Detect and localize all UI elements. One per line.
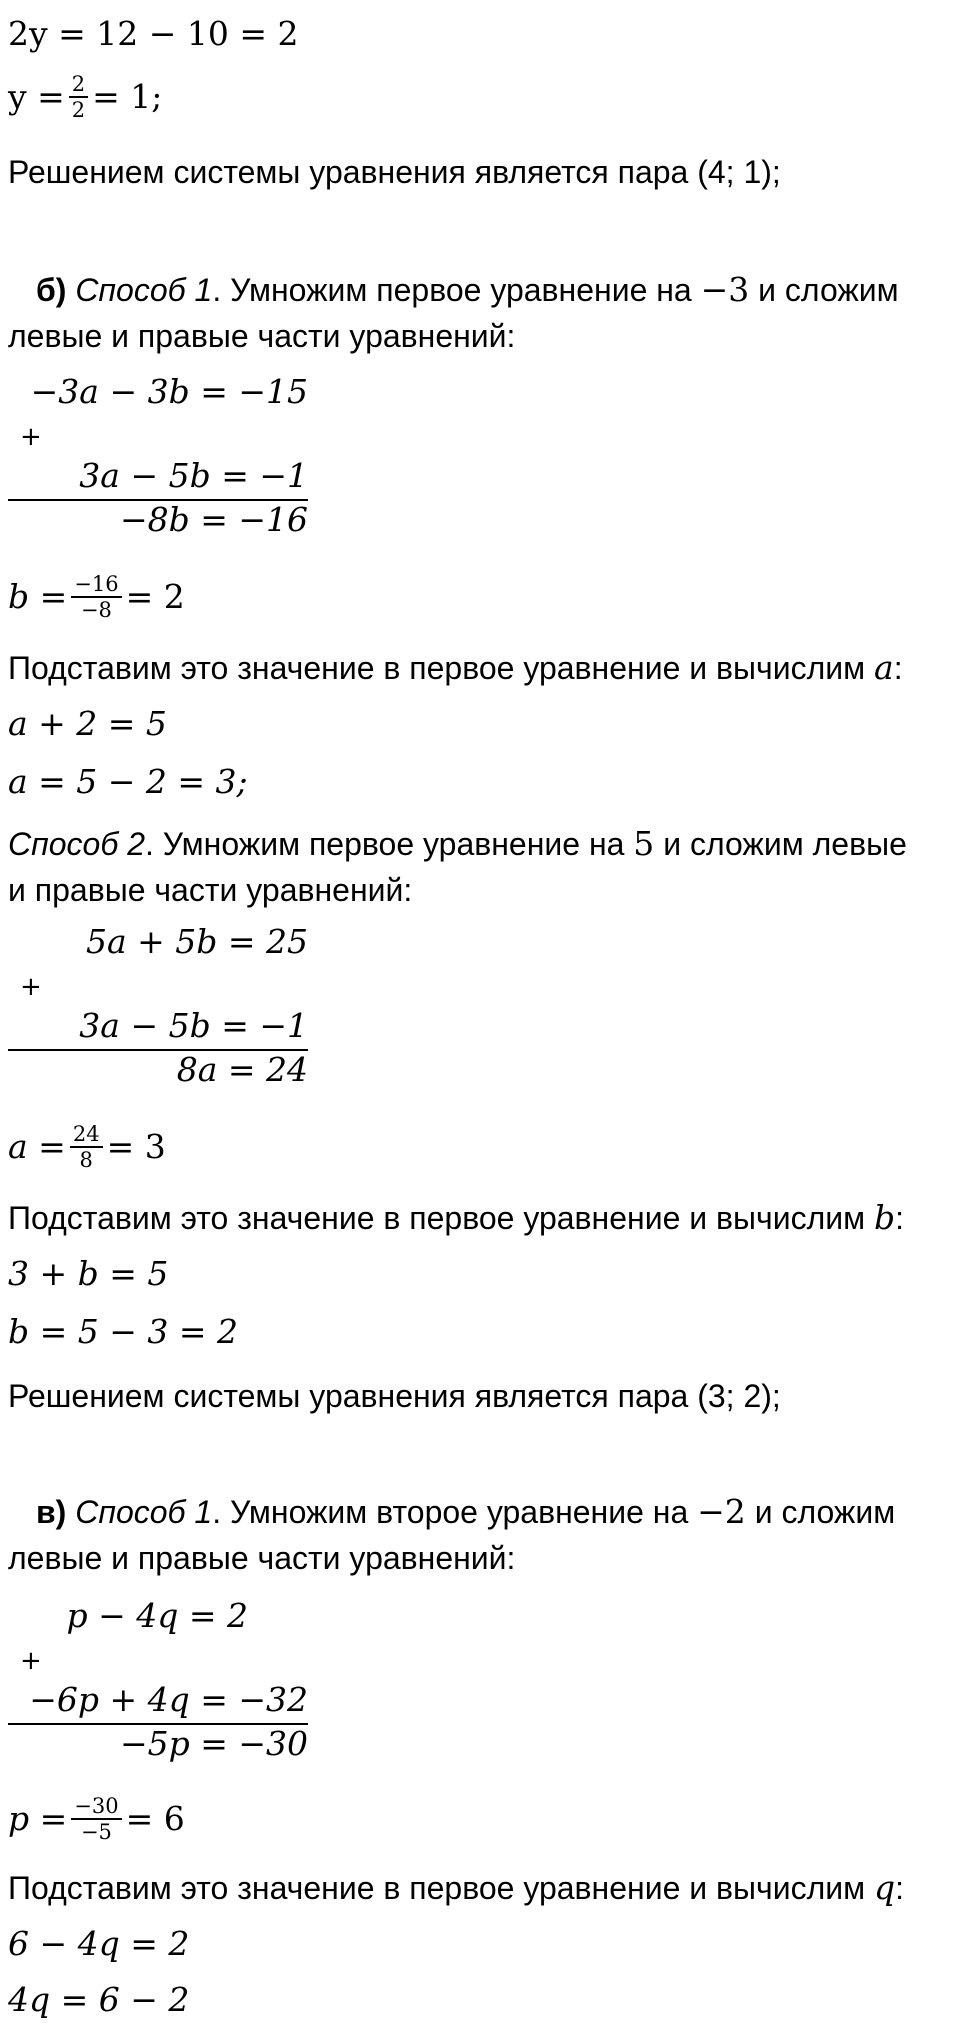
a-fraction-denominator: 8 (79, 1148, 93, 1172)
part-v-subst1-text: Подставим это значение в первое уравнение и вычислим (8, 1870, 866, 1906)
part-b-label: б) (36, 272, 67, 308)
equation-a-plus-2: a + 2 = 5 (8, 704, 167, 743)
part-v-system1-row1: p − 4q = 2 (66, 1596, 248, 1635)
y-lhs: y = (8, 77, 65, 116)
part-b-system1 (8, 372, 308, 542)
part-b-system2-plus: + (20, 972, 42, 1002)
part-b-subst1-text: Подставим это значение в первое уравнение и вычислим (8, 650, 866, 686)
part-v-system1-row2: −6p + 4q = −32 (29, 1680, 308, 1719)
part-b-subst2-end: : (895, 1200, 905, 1236)
part-b-intro2-text: . Умножим первое уравнение на (145, 826, 625, 862)
equation-3-plus-b: 3 + b = 5 (8, 1254, 169, 1293)
a-lhs: a = (8, 1127, 66, 1166)
equation-y-fraction (8, 74, 162, 124)
p-rhs: = 6 (125, 1799, 185, 1838)
part-v-subst1-var: q (874, 1868, 896, 1907)
a-fraction-numerator: 24 (70, 1122, 103, 1148)
equation-2y: 2y = 12 − 10 = 2 (8, 14, 299, 53)
equation-b-result: b = 5 − 3 = 2 (8, 1312, 239, 1351)
equation-a-result: a = 5 − 2 = 3; (8, 762, 248, 801)
part-b-subst1-var: a (874, 648, 894, 687)
p-lhs: p = (8, 1799, 68, 1838)
b-fraction-denominator: −8 (80, 598, 112, 622)
p-fraction-numerator: −30 (71, 1794, 121, 1820)
part-v-intro (36, 1492, 895, 1532)
y-fraction-numerator: 2 (69, 72, 88, 98)
part-b-system2-result: 8a = 24 (176, 1050, 308, 1089)
part-b-multiplier2: 5 (633, 824, 655, 863)
part-b-intro-line2: левые и правые части уравнений: (8, 318, 516, 354)
part-v-method1-title: Способ 1 (75, 1494, 213, 1530)
part-v-label: в) (36, 1494, 67, 1530)
part-b-intro2-line2: и правые части уравнений: (8, 872, 413, 908)
y-fraction (69, 72, 88, 122)
part-b-intro-end: и сложим (758, 272, 899, 308)
part-b-method2-title: Способ 2 (8, 826, 145, 862)
part-b-method1-title: Способ 1 (75, 272, 213, 308)
part-b-subst2 (8, 1198, 904, 1238)
part-b-system2-row1: 5a + 5b = 25 (85, 922, 308, 961)
part-v-system1-result: −5p = −30 (119, 1724, 308, 1763)
b-fraction-numerator: −16 (71, 572, 121, 598)
part-b-system2-row2: 3a − 5b = −1 (79, 1006, 308, 1045)
part-v-system1-plus: + (20, 1646, 42, 1676)
y-fraction-denominator: 2 (71, 98, 86, 122)
part-b-intro2-end: и сложим левые (663, 826, 907, 862)
b-lhs: b = (8, 577, 68, 616)
equation-6-minus-4q: 6 − 4q = 2 (8, 1924, 190, 1963)
part-v-intro-text: . Умножим второе уравнение на (212, 1494, 689, 1530)
part-b-intro-text: . Умножим первое уравнение на (212, 272, 692, 308)
part-b-method2-intro (8, 824, 907, 864)
part-v-intro-line2: левые и правые части уравнений: (8, 1540, 516, 1576)
part-b-multiplier: −3 (700, 270, 750, 309)
part-v-subst1-end: : (895, 1870, 905, 1906)
part-b-system1-plus: + (20, 422, 42, 452)
part-v-subst1 (8, 1868, 904, 1908)
part-b-system1-row2: 3a − 5b = −1 (79, 456, 308, 495)
part-b-system1-row1: −3a − 3b = −15 (30, 372, 308, 411)
part-b-subst2-var: b (874, 1198, 896, 1237)
part-b-system1-result: −8b = −16 (119, 500, 308, 539)
p-fraction-denominator: −5 (80, 1820, 112, 1844)
part-b-subst1 (8, 648, 903, 688)
b-fraction (71, 572, 121, 622)
equation-4q: 4q = 6 − 2 (8, 1980, 190, 2019)
equation-b-fraction (8, 574, 185, 624)
y-rhs: = 1; (92, 77, 163, 116)
equation-a-fraction (8, 1124, 166, 1174)
part-b-system2 (8, 922, 308, 1092)
part-b-intro (36, 270, 899, 310)
part-b-subst1-end: : (893, 650, 903, 686)
b-rhs: = 2 (125, 577, 185, 616)
answer-a: Решением системы уравнения является пара (4; 1); (8, 154, 781, 190)
answer-b: Решением системы уравнения является пара (3; 2); (8, 1378, 781, 1414)
equation-p-fraction (8, 1796, 185, 1846)
part-v-system1 (8, 1596, 308, 1766)
p-fraction (71, 1794, 121, 1844)
part-v-multiplier: −2 (697, 1492, 746, 1531)
part-b-subst2-text: Подставим это значение в первое уравнение и вычислим (8, 1200, 866, 1236)
a-rhs: = 3 (106, 1127, 166, 1166)
a-fraction (70, 1122, 103, 1172)
part-v-intro-end: и сложим (754, 1494, 896, 1530)
